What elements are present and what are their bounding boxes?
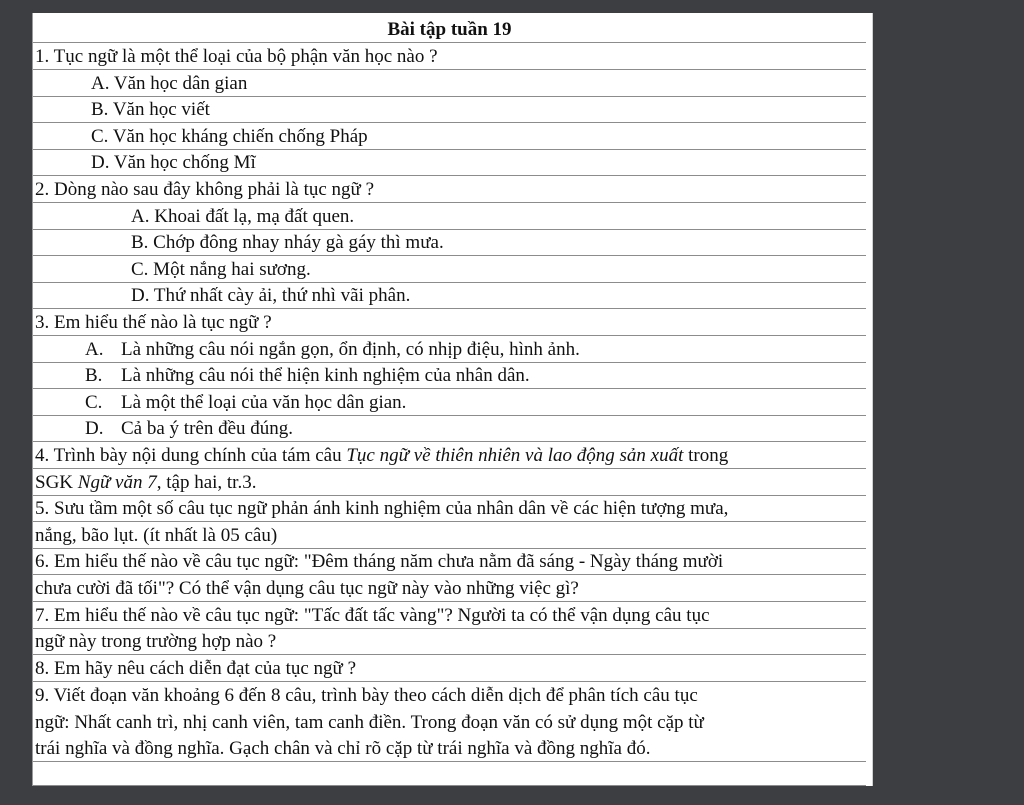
question-5-line-2-row	[33, 522, 866, 549]
document-sheet	[32, 13, 873, 786]
q1-option-b: B. Văn học viết	[91, 99, 210, 120]
title-row	[33, 13, 866, 43]
question-7-line-2-row	[33, 629, 866, 655]
question-4-line-2: SGK Ngữ văn 7, tập hai, tr.3.	[35, 472, 257, 493]
q3-option-b-letter: B.	[85, 365, 103, 386]
q3-option-c: Là một thể loại của văn học dân gian.	[121, 392, 407, 413]
q1-option-a: A. Văn học dân gian	[91, 73, 248, 94]
q3-option-b-row	[33, 363, 866, 389]
q3-option-a-letter: A.	[85, 339, 104, 360]
q3-option-d: Cả ba ý trên đều đúng.	[121, 418, 294, 439]
q3-option-c-letter: C.	[85, 392, 103, 413]
question-7-line-2: ngữ này trong trường hợp nào ?	[35, 631, 277, 652]
q4-italic-title: Tục ngữ về thiên nhiên và lao động sản xuất	[346, 445, 684, 466]
question-9-line-2-row	[33, 708, 866, 735]
question-5-line-2: nắng, bão lụt. (ít nhất là 05 câu)	[35, 525, 278, 546]
question-5-line-1: 5. Sưu tầm một số câu tục ngữ phản ánh kinh nghiệm của nhân dân về các hiện tượng mưa,	[35, 498, 729, 519]
q2-option-b-row	[33, 230, 866, 256]
question-8: 8. Em hãy nêu cách diễn đạt của tục ngữ ?	[35, 658, 357, 679]
q3-option-a-row	[33, 336, 866, 363]
right-border	[872, 13, 873, 786]
question-6-line-2-row	[33, 575, 866, 602]
q1-option-c-row	[33, 123, 866, 150]
question-4-line-1-row	[33, 442, 866, 469]
question-9-line-2: ngữ: Nhất canh trì, nhị canh viên, tam canh điền. Trong đoạn văn có sử dụng một cặp từ	[35, 712, 704, 733]
empty-row	[33, 762, 866, 786]
q2-option-a: A. Khoai đất lạ, mạ đất quen.	[131, 206, 355, 227]
q4-italic-book: Ngữ văn 7	[77, 472, 157, 493]
page-title: Bài tập tuần 19	[387, 19, 512, 40]
q2-option-a-row	[33, 203, 866, 230]
q2-option-d-row	[33, 283, 866, 309]
question-9-line-3: trái nghĩa và đồng nghĩa. Gạch chân và chỉ rõ cặp từ trái nghĩa và đồng nghĩa đó.	[35, 738, 651, 759]
question-5-line-1-row	[33, 496, 866, 522]
q2-option-c: C. Một nắng hai sương.	[131, 259, 311, 280]
q3-option-d-row	[33, 416, 866, 442]
question-4-line-1: 4. Trình bày nội dung chính của tám câu Tục ngữ về thiên nhiên và lao động sản xuất trong	[35, 445, 729, 466]
q3-option-b: Là những câu nói thể hiện kinh nghiệm của nhân dân.	[121, 365, 530, 386]
question-9-line-3-row	[33, 735, 866, 762]
question-9-line-1: 9. Viết đoạn văn khoảng 6 đến 8 câu, trình bày theo cách diễn dịch để phân tích câu tục	[35, 685, 698, 706]
q1-option-a-row	[33, 70, 866, 97]
q2-option-b: B. Chớp đông nhay nháy gà gáy thì mưa.	[131, 232, 444, 253]
question-7-line-1-row	[33, 602, 866, 629]
q3-option-d-letter: D.	[85, 418, 104, 439]
q1-option-d-row	[33, 150, 866, 176]
question-2-row	[33, 176, 866, 203]
question-4-line-2-row	[33, 469, 866, 496]
question-6-line-2: chưa cười đã tối"? Có thể vận dụng câu tục ngữ này vào những việc gì?	[35, 578, 579, 599]
q1-option-c: C. Văn học kháng chiến chống Pháp	[91, 126, 368, 147]
q1-option-d: D. Văn học chống Mĩ	[91, 152, 256, 173]
question-9-line-1-row	[33, 682, 866, 708]
q2-option-c-row	[33, 256, 866, 283]
question-2: 2. Dòng nào sau đây không phải là tục ngữ ?	[35, 179, 375, 200]
question-3: 3. Em hiểu thế nào là tục ngữ ?	[35, 312, 272, 333]
question-1-row	[33, 43, 866, 70]
q1-option-b-row	[33, 97, 866, 123]
q2-option-d: D. Thứ nhất cày ải, thứ nhì vãi phân.	[131, 285, 411, 306]
question-3-row	[33, 309, 866, 336]
question-7-line-1: 7. Em hiểu thế nào về câu tục ngữ: "Tấc đất tấc vàng"? Người ta có thể vận dụng câu tục	[35, 605, 710, 626]
q3-option-a: Là những câu nói ngắn gọn, ổn định, có nhịp điệu, hình ảnh.	[121, 339, 580, 360]
question-6-line-1-row	[33, 549, 866, 575]
question-6-line-1: 6. Em hiểu thế nào về câu tục ngữ: "Đêm tháng năm chưa nằm đã sáng - Ngày tháng mười	[35, 551, 724, 572]
question-8-row	[33, 655, 866, 682]
q3-option-c-row	[33, 389, 866, 416]
question-1: 1. Tục ngữ là một thể loại của bộ phận văn học nào ?	[35, 46, 438, 67]
